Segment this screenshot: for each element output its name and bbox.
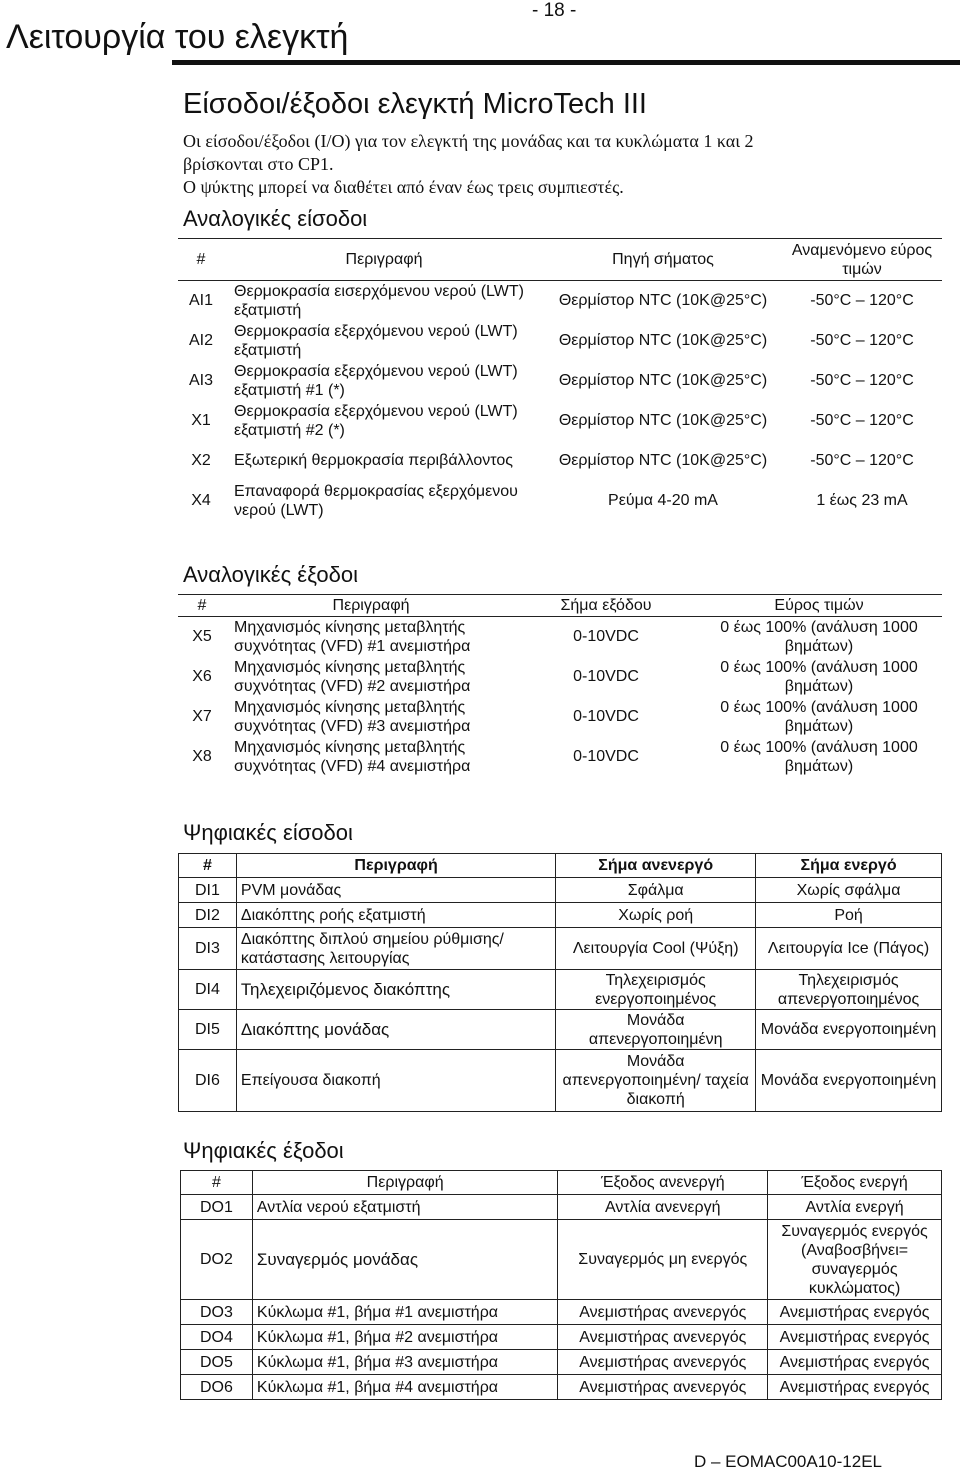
cell-inactive: Ανεμιστήρας ανενεργός — [558, 1375, 768, 1400]
cell-range: -50°C – 120°C — [810, 372, 914, 389]
cell-source: Θερμίστορ NTC (10K@25°C) — [558, 452, 768, 469]
cell-source: Θερμίστορ NTC (10K@25°C) — [558, 412, 768, 429]
cell-description: Μηχανισμός κίνησης μεταβλητής συχνότητας (VFD) #1 ανεμιστήρα — [234, 618, 471, 655]
col-header: Σήμα ενεργό — [756, 854, 942, 878]
cell-range: -50°C – 120°C — [810, 412, 914, 429]
digital-outputs-title: Ψηφιακές έξοδοι — [183, 1138, 344, 1163]
table-row — [178, 697, 942, 737]
col-header: # — [179, 854, 237, 878]
cell-source: Θερμίστορ NTC (10K@25°C) — [558, 372, 768, 389]
table-row — [178, 401, 942, 441]
table-header-row — [178, 239, 942, 281]
table-row — [179, 1010, 942, 1050]
cell-description: Κύκλωμα #1, βήμα #2 ανεμιστήρα — [252, 1325, 557, 1350]
table-row — [179, 878, 942, 903]
cell-signal: 0-10VDC — [573, 748, 639, 765]
cell-description: Μηχανισμός κίνησης μεταβλητής συχνότητας (VFD) #4 ανεμιστήρα — [234, 738, 471, 775]
table-row — [181, 1375, 942, 1400]
col-header: # — [181, 1171, 253, 1195]
cell-active: Ανεμιστήρας ενεργός — [768, 1350, 942, 1375]
cell-active: Συναγερμός ενεργός (Αναβοσβήνει= συναγερμός κυκλώματος) — [768, 1220, 942, 1300]
table-row — [179, 903, 942, 928]
cell-id: DI6 — [179, 1050, 237, 1112]
cell-source: Θερμίστορ NTC (10K@25°C) — [558, 292, 768, 310]
cell-description: Μηχανισμός κίνησης μεταβλητής συχνότητας (VFD) #3 ανεμιστήρα — [234, 698, 471, 735]
intro-line: Οι είσοδοι/έξοδοι (I/O) για τον ελεγκτή της μονάδας και τα κυκλώματα 1 και 2 — [183, 131, 754, 151]
header-title: Λειτουργία του ελεγκτή — [6, 18, 349, 56]
cell-inactive: Τηλεχειρισμός ενεργοποιημένος — [556, 970, 756, 1010]
col-header: Σήμα ανενεργό — [556, 854, 756, 878]
cell-range: 0 έως 100% (ανάλυση 1000 βημάτων) — [720, 618, 918, 655]
header-rule — [172, 60, 960, 65]
table-row — [179, 970, 942, 1010]
cell-inactive: Σφάλμα — [556, 878, 756, 903]
cell-description: Αντλία νερού εξατμιστή — [252, 1195, 557, 1220]
cell-description: Μηχανισμός κίνησης μεταβλητής συχνότητας (VFD) #2 ανεμιστήρα — [234, 658, 471, 695]
cell-active: Μονάδα ενεργοποιημένη — [756, 1050, 942, 1112]
col-header: Πηγή σήματος — [544, 239, 782, 281]
table-row — [178, 617, 942, 657]
page-number: - 18 - — [532, 0, 577, 21]
table-row — [178, 441, 942, 481]
digital-inputs-table — [178, 853, 942, 1112]
cell-id: X5 — [192, 628, 212, 646]
col-header: Έξοδος ανενεργή — [558, 1171, 768, 1195]
table-row — [179, 1050, 942, 1112]
cell-id: AI3 — [188, 372, 213, 389]
table-row — [178, 281, 942, 321]
cell-inactive: Μονάδα απενεργοποιημένη — [556, 1010, 756, 1050]
intro-line: βρίσκονται στο CP1. — [183, 154, 334, 174]
cell-description: Εξωτερική θερμοκρασία περιβάλλοντος — [234, 452, 513, 469]
cell-range: 0 έως 100% (ανάλυση 1000 βημάτων) — [720, 738, 918, 775]
analog-inputs-table — [178, 238, 942, 521]
cell-description: Κύκλωμα #1, βήμα #3 ανεμιστήρα — [252, 1350, 557, 1375]
cell-id: DO2 — [181, 1220, 253, 1300]
analog-outputs-table — [178, 594, 942, 777]
cell-id: DI3 — [179, 928, 237, 970]
cell-inactive: Ανεμιστήρας ανενεργός — [558, 1325, 768, 1350]
cell-active: Αντλία ενεργή — [768, 1195, 942, 1220]
cell-signal: 0-10VDC — [573, 708, 639, 725]
col-header: Εύρος τιμών — [696, 595, 942, 617]
cell-description: Κύκλωμα #1, βήμα #1 ανεμιστήρα — [252, 1300, 557, 1325]
analog-inputs-title: Αναλογικές είσοδοι — [183, 206, 368, 231]
cell-description: Θερμοκρασία εξερχόμενου νερού (LWT) εξατμιστή #2 (*) — [234, 402, 518, 439]
cell-signal: 0-10VDC — [573, 668, 639, 685]
cell-id: X1 — [191, 412, 211, 429]
col-header: Περιγραφή — [226, 595, 516, 617]
table-header-row — [179, 854, 942, 878]
table-row — [178, 737, 942, 777]
cell-id: DO4 — [181, 1325, 253, 1350]
table-row — [181, 1350, 942, 1375]
cell-inactive: Λειτουργία Cool (Ψύξη) — [556, 928, 756, 970]
cell-range: -50°C – 120°C — [810, 452, 914, 469]
footer-doc-code: D – EOMAC00A10-12EL — [693, 1452, 882, 1471]
table-row — [181, 1300, 942, 1325]
cell-id: DO3 — [181, 1300, 253, 1325]
cell-id: X7 — [192, 708, 212, 725]
cell-signal: 0-10VDC — [573, 628, 639, 646]
col-header: # — [178, 239, 224, 281]
cell-id: AI1 — [188, 292, 213, 310]
table-row — [179, 928, 942, 970]
cell-id: X4 — [191, 492, 211, 509]
cell-id: AI2 — [188, 332, 213, 349]
cell-description: Θερμοκρασία εξερχόμενου νερού (LWT) εξατμιστή — [234, 322, 518, 359]
cell-id: DI5 — [179, 1010, 237, 1050]
digital-inputs-title: Ψηφιακές είσοδοι — [183, 820, 353, 845]
cell-description: PVM μονάδας — [236, 878, 555, 903]
table-row — [178, 321, 942, 361]
cell-inactive: Χωρίς ροή — [556, 903, 756, 928]
cell-source: Θερμίστορ NTC (10K@25°C) — [558, 332, 768, 349]
col-header: Περιγραφή — [252, 1171, 557, 1195]
cell-id: DI2 — [179, 903, 237, 928]
cell-active: Χωρίς σφάλμα — [756, 878, 942, 903]
intro-text — [183, 130, 903, 199]
cell-range: 0 έως 100% (ανάλυση 1000 βημάτων) — [720, 698, 918, 735]
cell-active: Τηλεχειρισμός απενεργοποιημένος — [756, 970, 942, 1010]
table-row — [178, 481, 942, 521]
cell-description: Τηλεχειριζόμενος διακόπτης — [236, 970, 555, 1010]
col-header: Περιγραφή — [236, 854, 555, 878]
col-header: Σήμα εξόδου — [516, 595, 696, 617]
table-row — [181, 1195, 942, 1220]
cell-id: X2 — [191, 452, 211, 469]
cell-id: DO6 — [181, 1375, 253, 1400]
table-row — [178, 361, 942, 401]
cell-range: 1 έως 23 mA — [816, 492, 908, 509]
cell-active: Ροή — [756, 903, 942, 928]
table-row — [181, 1220, 942, 1300]
page-title: Είσοδοι/έξοδοι ελεγκτή MicroTech III — [183, 88, 647, 120]
cell-description: Επείγουσα διακοπή — [236, 1050, 555, 1112]
cell-inactive: Ανεμιστήρας ανενεργός — [558, 1350, 768, 1375]
cell-inactive: Συναγερμός μη ενεργός — [558, 1220, 768, 1300]
digital-outputs-table — [180, 1170, 942, 1400]
cell-description: Επαναφορά θερμοκρασίας εξερχόμενου νερού (LWT) — [234, 482, 518, 519]
cell-active: Μονάδα ενεργοποιημένη — [756, 1010, 942, 1050]
cell-active: Ανεμιστήρας ενεργός — [768, 1300, 942, 1325]
cell-description: Διακόπτης διπλού σημείου ρύθμισης/ κατάστασης λειτουργίας — [236, 928, 555, 970]
cell-inactive: Αντλία ανενεργή — [558, 1195, 768, 1220]
cell-description: Κύκλωμα #1, βήμα #4 ανεμιστήρα — [252, 1375, 557, 1400]
table-header-row — [181, 1171, 942, 1195]
intro-line: Ο ψύκτης μπορεί να διαθέτει από έναν έως τρεις συμπιεστές. — [183, 177, 624, 197]
cell-inactive: Ανεμιστήρας ανενεργός — [558, 1300, 768, 1325]
table-header-row — [178, 595, 942, 617]
cell-active: Ανεμιστήρας ενεργός — [768, 1325, 942, 1350]
table-row — [178, 657, 942, 697]
cell-description: Διακόπτης ροής εξατμιστή — [236, 903, 555, 928]
cell-description: Θερμοκρασία εισερχόμενου νερού (LWT) εξατμιστή — [234, 282, 524, 319]
cell-description: Θερμοκρασία εξερχόμενου νερού (LWT) εξατμιστή #1 (*) — [234, 362, 518, 399]
cell-description: Διακόπτης μονάδας — [236, 1010, 555, 1050]
cell-inactive: Μονάδα απενεργοποιημένη/ ταχεία διακοπή — [556, 1050, 756, 1112]
cell-range: 0 έως 100% (ανάλυση 1000 βημάτων) — [720, 658, 918, 695]
col-header: Αναμενόμενο εύρος τιμών — [782, 239, 942, 281]
cell-range: -50°C – 120°C — [810, 332, 914, 349]
cell-id: DO5 — [181, 1350, 253, 1375]
analog-outputs-title: Αναλογικές έξοδοι — [183, 562, 358, 587]
cell-description: Συναγερμός μονάδας — [252, 1220, 557, 1300]
cell-range: -50°C – 120°C — [810, 292, 914, 310]
cell-id: DI4 — [179, 970, 237, 1010]
table-row — [181, 1325, 942, 1350]
col-header: Έξοδος ενεργή — [768, 1171, 942, 1195]
col-header: Περιγραφή — [224, 239, 544, 281]
cell-id: DI1 — [179, 878, 237, 903]
cell-id: DO1 — [181, 1195, 253, 1220]
cell-id: X8 — [192, 748, 212, 765]
cell-id: X6 — [192, 668, 212, 685]
cell-active: Ανεμιστήρας ενεργός — [768, 1375, 942, 1400]
cell-active: Λειτουργία Ice (Πάγος) — [756, 928, 942, 970]
cell-source: Ρεύμα 4-20 mA — [608, 492, 718, 509]
col-header: # — [178, 595, 226, 617]
